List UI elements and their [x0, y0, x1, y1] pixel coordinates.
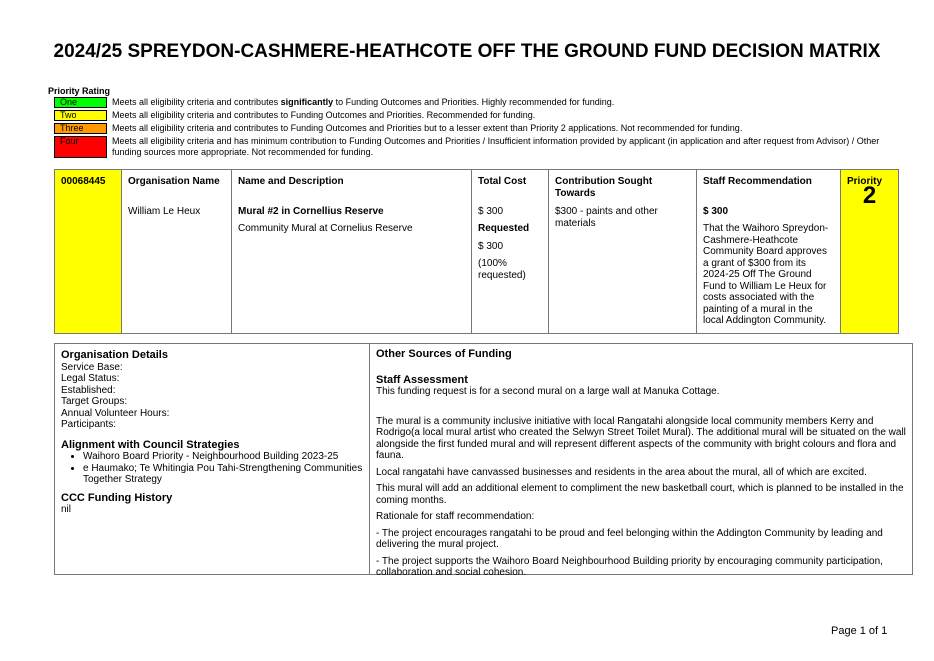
name-desc-cell — [232, 170, 472, 334]
contribution-header: Contribution Sought Towards — [555, 176, 653, 199]
org-details-heading: Organisation Details — [61, 349, 168, 361]
field-established: Established: — [61, 384, 116, 396]
application-id-cell — [55, 170, 122, 334]
priority-rating-heading: Priority Rating — [48, 86, 111, 96]
priority-desc-three: Meets all eligibility criteria and contributes to Funding Outcomes and Priorities but to a lesser extent than Priority 2 applications. Not recommended for funding. — [112, 123, 743, 133]
staff-rec-header: Staff Recommendation — [703, 176, 812, 187]
org-name-cell — [122, 170, 232, 334]
contribution-cell — [549, 170, 697, 334]
priority-value: 2 — [862, 181, 877, 209]
project-name: Mural #2 in Cornellius Reserve — [238, 205, 384, 217]
page-title: 2024/25 SPREYDON-CASHMERE-HEATHCOTE OFF THE GROUND FUND DECISION MATRIX — [53, 41, 881, 62]
field-participants: Participants: — [61, 419, 117, 430]
priority-swatch-three: Three — [54, 123, 107, 134]
org-name-header: Organisation Name — [128, 176, 220, 187]
assessment-paragraph: Rationale for staff recommendation: — [376, 511, 535, 522]
priority-desc-one: Meets all eligibility criteria and contributes significantly to Funding Outcomes and Priorities. Highly recommended for funding. — [112, 97, 615, 107]
assessment-paragraph: This mural will add an additional element to compliment the new basketball court, which is planned to be installed in the coming months. — [376, 483, 904, 506]
staff-amount: $ 300 — [703, 205, 729, 217]
project-desc: Community Mural at Cornelius Reserve — [238, 223, 413, 234]
alignment-list — [61, 451, 363, 486]
total-cost: $ 300 — [478, 205, 504, 217]
assessment-paragraph: - The project supports the Waihoro Board Neighbourhood Building priority by encouraging community participation, collaboration and social cohesion. — [376, 555, 883, 578]
alignment-heading: Alignment with Council Strategies — [61, 438, 240, 451]
details-box — [54, 343, 913, 578]
priority-swatch-four: Four — [54, 136, 107, 158]
ccc-heading: CCC Funding History — [61, 491, 173, 504]
priority-swatch-two: Two — [54, 110, 107, 121]
total-cost-header: Total Cost — [478, 176, 527, 187]
assessment-paragraph: Local rangatahi have canvassed businesses and residents in the area about the mural, all of which are excited. — [376, 466, 867, 478]
priority-cell — [841, 170, 899, 334]
priority-desc-four: Meets all eligibility criteria and has minimum contribution to Funding Outcomes and Priorities / Insufficient information provided by applicant (in application and after request from Advisor) / Other funding sources more appropriate. Not recommended for funding. — [112, 136, 880, 157]
staff-rec-text: That the Waihoro Spreydon-Cashmere-Heathcote Community Board approves a grant of $300 from its 2024-25 Off The Ground Fund to William Le Heux for costs associated with the painting of a mural in the local Addington Community. — [703, 223, 829, 326]
ccc-value: nil — [61, 504, 72, 515]
org-details-column — [55, 344, 370, 574]
requested-amount: $ 300 — [478, 240, 504, 252]
other-funding-column — [370, 344, 912, 578]
priority-header: Priority — [847, 176, 883, 187]
application-id: 00068445 — [61, 176, 106, 187]
field-target-groups: Target Groups: — [61, 396, 128, 407]
staff-rec-cell — [697, 170, 841, 334]
assessment-paragraph: The mural is a community inclusive initiative with local Rangatahi alongside local community members Kerry and Rodrigo(a local mural artist who created the Selwyn Street Toilet Mural). The additional mural will be situated on the wall alongside the first funded mural and will represent different aspects of the community with bright colours and flora and fauna. — [376, 415, 906, 461]
requested-pct: (100% requested) — [478, 258, 526, 281]
field-volunteer-hours: Annual Volunteer Hours: — [61, 407, 170, 419]
name-desc-header: Name and Description — [238, 176, 344, 187]
staff-assessment-heading: Staff Assessment — [376, 373, 468, 386]
assessment-paragraph: - The project encourages rangatahi to be proud and feel belonging within the Addington Community by leading and delivering the mural project. — [376, 527, 883, 550]
alignment-item: • e Haumako; Te Whitingia Pou Tahi-Strengthening Communities Together Strategy — [83, 463, 363, 486]
field-service-base: Service Base: — [61, 361, 123, 373]
other-funding-heading: Other Sources of Funding — [376, 348, 512, 360]
page-number: Page 1 of 1 — [831, 625, 888, 637]
alignment-item: • Waihoro Board Priority - Neighbourhood Building 2023-25 — [83, 451, 363, 463]
total-cost-cell — [472, 170, 549, 334]
contribution: $300 - paints and other materials — [555, 206, 658, 229]
application-table — [54, 169, 899, 334]
priority-swatch-one: One — [54, 97, 107, 108]
org-name: William Le Heux — [128, 205, 201, 217]
requested-label: Requested — [478, 223, 530, 234]
priority-desc-two: Meets all eligibility criteria and contributes to Funding Outcomes and Priorities. Recommended for funding. — [112, 110, 536, 120]
assessment-paragraph: This funding request is for a second mural on a large wall at Manuka Cottage. — [376, 386, 720, 397]
field-legal-status: Legal Status: — [61, 373, 120, 384]
